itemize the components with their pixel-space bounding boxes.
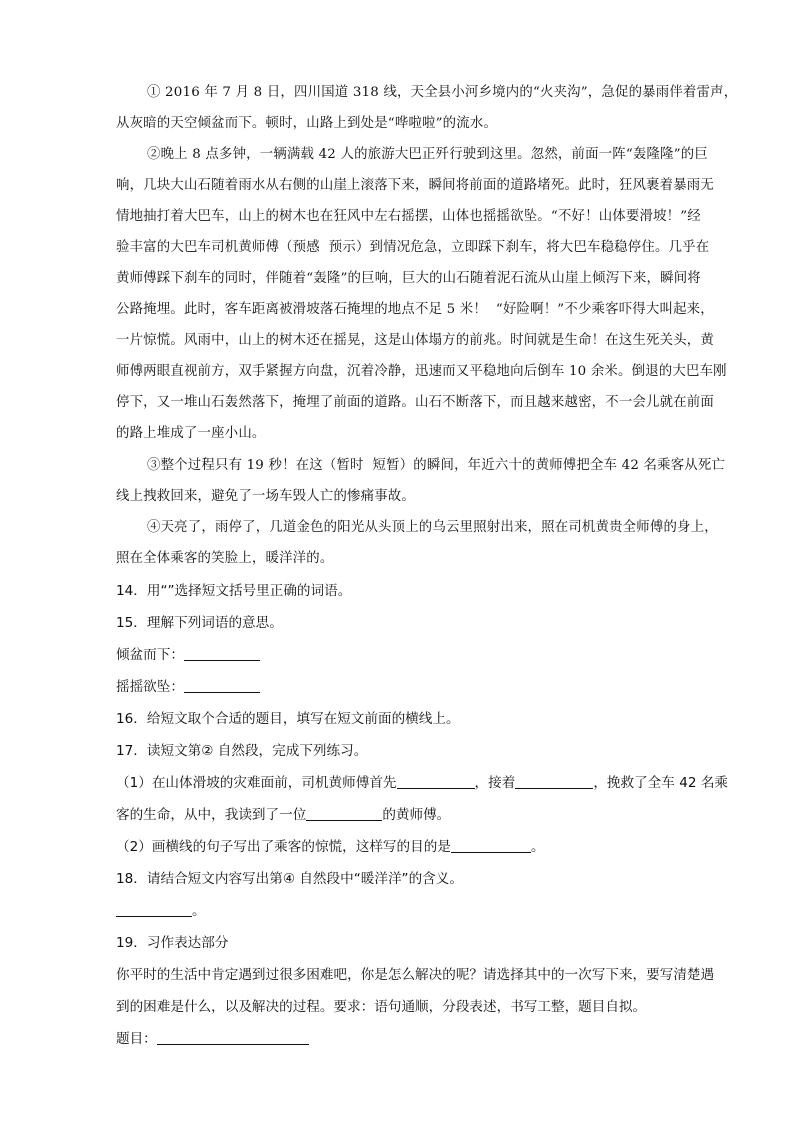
- question-17-1-text-c: ，挽救了全车 42 名乘: [593, 775, 729, 791]
- question-15-term-a: 倾盆而下：: [116, 647, 184, 663]
- answer-blank[interactable]: [184, 678, 260, 693]
- question-16: 16．给短文取个合适的题目，填写在短文前面的横线上。: [116, 711, 460, 727]
- passage-p1-line2: 从灰暗的天空倾盆而下。顿时，山路上到处是“哗啦啦”的流水。: [116, 116, 498, 131]
- passage-p2-line10: 的路上堆成了一座小山。: [116, 426, 266, 441]
- question-15-term-b: 摇摇欲坠：: [116, 679, 184, 695]
- question-17-2-text-b: 。: [530, 839, 545, 855]
- passage-p3-line1: ③整个过程只有 19 秒！在这（暂时 短暂）的瞬间，年近六十的黄师傅把全车 42 名乘客从死亡: [147, 458, 726, 473]
- question-18-end: 。: [192, 903, 206, 919]
- question-19-title-line: [116, 1029, 309, 1049]
- answer-blank[interactable]: [184, 646, 260, 661]
- question-17-part-1-line1: [116, 773, 728, 793]
- question-15-item-b: [116, 677, 260, 697]
- passage-p2-line5: 黄师傅踩下刹车的同时，伴随着“轰隆”的巨响，巨大的山石随着泥石流从山崖上倾泻下来，瞬间将: [116, 271, 701, 286]
- passage-p2-line8: 师傅两眼直视前方，双手紧握方向盘，沉着冷静，迅速而又平稳地向后倒车 10 余米。倒退的大巴车刚: [116, 364, 727, 379]
- question-17-part-1-line2: [116, 805, 450, 825]
- question-17-2-text-a: （2）画横线的句子写出了乘客的惊慌，这样写的目的是: [116, 839, 451, 855]
- question-15: 15．理解下列词语的意思。: [116, 615, 283, 631]
- answer-blank[interactable]: [515, 774, 593, 789]
- passage-p1-line1: ① 2016 年 7 月 8 日，四川国道 318 线，天全县小河乡境内的“火夹沟”，急促的暴雨伴着雷声，: [147, 85, 738, 100]
- question-19-prompt-line1: 你平时的生活中肯定遇到过很多困难吧，你是怎么解决的呢？请选择其中的一次写下来，要写清楚遇: [116, 967, 715, 983]
- question-17: 17．读短文第② 自然段，完成下列练习。: [116, 743, 368, 759]
- passage-p3-line2: 线上拽救回来，避免了一场车毁人亡的惨痛事故。: [116, 489, 415, 504]
- passage-p2-line1: ②晚上 8 点多钟，一辆满载 42 人的旅游大巴正歼行驶到这里。忽然，前面一阵“轰隆隆”的巨: [147, 147, 708, 162]
- answer-blank[interactable]: [306, 806, 382, 821]
- question-17-1-text-a: （1）在山体滑坡的灾难面前，司机黄师傅首先: [116, 775, 397, 791]
- answer-blank[interactable]: [397, 774, 475, 789]
- passage-p4-line2: 照在全体乘客的笑脸上，暖洋洋的。: [116, 551, 334, 566]
- question-17-part-2: [116, 837, 545, 857]
- passage-p2-line6: 公路掩埋。此时，客车距离被滑坡落石掩埋的地点不足 5 米！ “好险啊！”不少乘客吓得大叫起来，: [116, 302, 714, 317]
- passage-p2-line2: 响，几块大山石随着雨水从右侧的山崖上滚落下来，瞬间将前面的道路堵死。此时，狂风裹着暴雨无: [116, 178, 714, 193]
- passage-p2-line9: 停下，又一堆山石轰然落下，掩埋了前面的道路。山石不断落下，而且越来越密，不一会儿就在前面: [116, 395, 714, 410]
- answer-blank[interactable]: [451, 838, 531, 853]
- question-14: 14．用“”选择短文括号里正确的词语。: [116, 583, 352, 599]
- question-17-1-text-e: 的黄师傅。: [382, 807, 451, 823]
- question-18: 18．请结合短文内容写出第④ 自然段中“暖洋洋”的含义。: [116, 871, 463, 887]
- passage-p2-line7: 一片惊慌。风雨中，山上的树木还在摇晃，这是山体塌方的前兆。时间就是生命！在这生死关头，黄: [116, 333, 714, 348]
- question-19-title-label: 题目：: [116, 1031, 157, 1047]
- passage-p2-line4: 验丰富的大巴车司机黄师傅（预感 预示）到情况危急，立即踩下刹车，将大巴车稳稳停住。几乎在: [116, 240, 710, 255]
- title-blank[interactable]: [157, 1030, 309, 1045]
- answer-blank[interactable]: [116, 902, 192, 917]
- question-19-prompt-line2: 到的困难是什么，以及解决的过程。要求：语句通顺，分段表述，书写工整，题目自拟。: [116, 999, 647, 1015]
- question-17-1-text-d: 客的生命，从中，我读到了一位: [116, 807, 307, 823]
- question-18-answer: [116, 901, 206, 921]
- passage-p2-line3: 情地抽打着大巴车，山上的树木也在狂风中左右摇摆，山体也摇摇欲坠。“不好！山体要滑坡！”经: [116, 209, 701, 224]
- question-15-item-a: [116, 645, 260, 665]
- passage-p4-line1: ④天亮了，雨停了，几道金色的阳光从头顶上的乌云里照射出来，照在司机黄贵全师傅的身上，: [147, 520, 718, 535]
- question-17-1-text-b: ，接着: [474, 775, 516, 791]
- question-19: 19．习作表达部分: [116, 935, 229, 951]
